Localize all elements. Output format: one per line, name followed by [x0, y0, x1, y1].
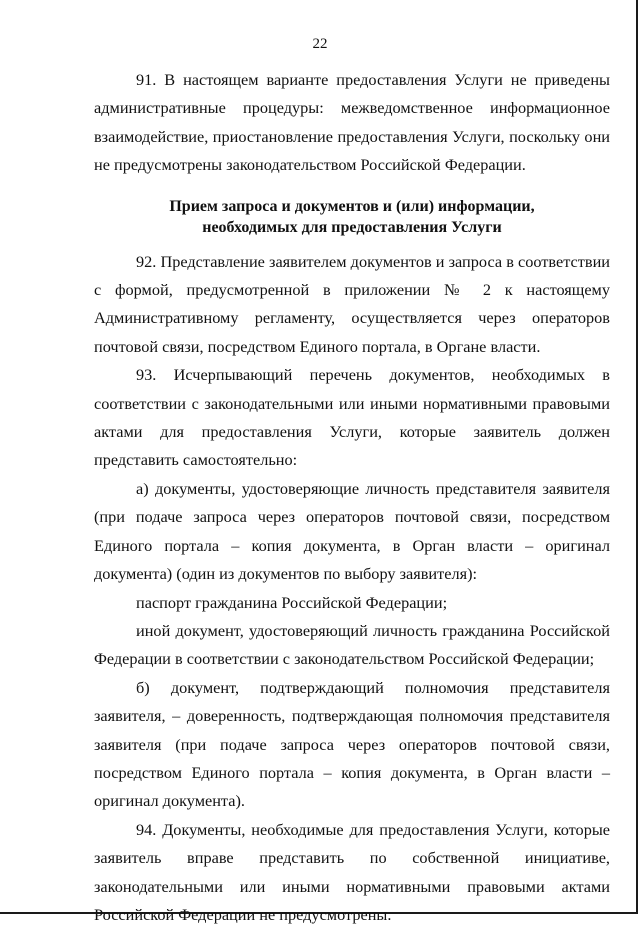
section-heading-line-2: необходимых для предоставления Услуги	[202, 218, 502, 236]
list-item-passport: паспорт гражданина Российской Федерации;	[136, 592, 448, 612]
paragraph-91: 91. В настоящем варианте предоставления Услуги не приведены административные процедуры: межведомственное информационное взаимодействие, приостановление предоставления Услуги, поскольку они не предусмотрены законодательством Российской Федерации.	[94, 70, 610, 175]
paragraph-93-b: б) документ, подтверждающий полномочия представителя заявителя, – доверенность, подтверждающая полномочия представителя заявителя (при подаче запроса через операторов почтовой связи, посредством Единого портала – копия документа, в Орган власти – оригинал документа).	[94, 677, 610, 811]
paragraph-92: 92. Представление заявителем документов и запроса в соответствии с формой, предусмотренной в приложении № 2 к настоящему Административному регламенту, осуществляется через операторов почтовой связи, посредством Единого портала, в Органе власти.	[94, 251, 610, 356]
paragraph-93: 93. Исчерпывающий перечень документов, необходимых в соответствии с законодательными или иными нормативными правовыми актами для предоставления Услуги, которые заявитель должен представить самостоятельно:	[94, 365, 610, 470]
paragraph-94: 94. Документы, необходимые для предоставления Услуги, которые заявитель вправе представить по собственной инициативе, законодательными или иными нормативными правовыми актами Российской Федерации не предусмотрены.	[94, 819, 610, 924]
page-number: 22	[312, 36, 328, 52]
document-body	[94, 66, 610, 929]
section-heading-line-1: Прием запроса и документов и (или) информации,	[169, 197, 535, 215]
list-item-other-document: иной документ, удостоверяющий личность гражданина Российской Федерации в соответствии с законодательством Российской Федерации;	[94, 620, 610, 669]
section-heading	[94, 196, 610, 238]
paragraph-93-a: а) документы, удостоверяющие личность представителя заявителя (при подаче запроса через операторов почтовой связи, посредством Единого портала – копия документа, в Орган власти – оригинал документа) (один из документов по выбору заявителя):	[94, 478, 610, 584]
